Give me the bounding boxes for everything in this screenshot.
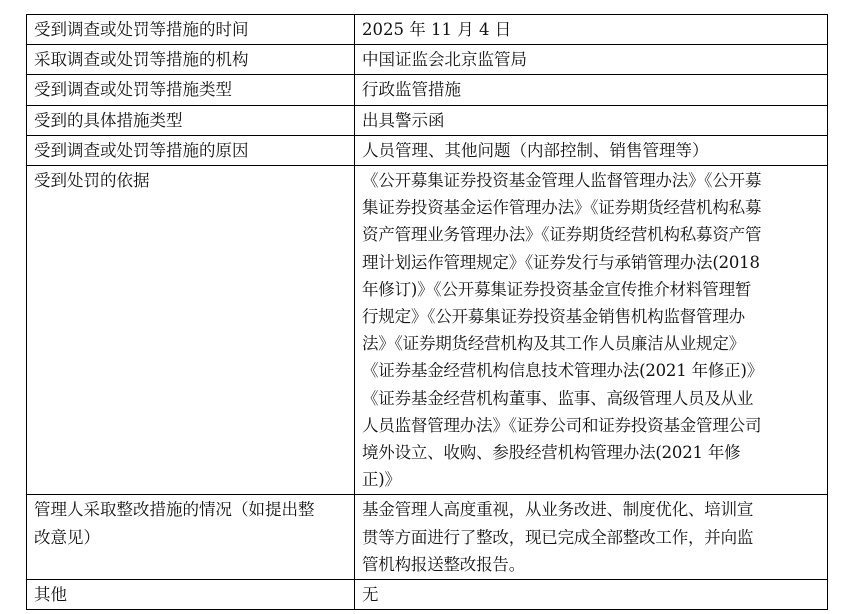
row-label <box>27 495 355 580</box>
table-row-measure-category <box>27 75 828 105</box>
row-value <box>355 75 828 105</box>
row-label-text: 受到调查或处罚等措施类型 <box>34 80 232 100</box>
table-row-penalty-basis <box>27 166 828 495</box>
row-value-line: 行规定》《公开募集证券投资基金销售机构监督管理办 <box>362 307 745 327</box>
row-value <box>355 105 828 135</box>
row-label-text: 受到的具体措施类型 <box>34 110 183 130</box>
row-label <box>27 75 355 105</box>
row-value-line: 《公开募集证券投资基金管理人监督管理办法》《公开募 <box>362 171 762 191</box>
table-row-measure-time <box>27 15 828 45</box>
row-label-text: 受到处罚的依据 <box>34 171 150 191</box>
row-value <box>355 580 828 610</box>
row-label-text: 采取调查或处罚等措施的机构 <box>34 50 249 70</box>
row-value <box>355 45 828 75</box>
row-label <box>27 105 355 135</box>
row-value-line: 基金管理人高度重视，从业务改进、制度优化、培训宣 <box>362 500 754 520</box>
row-value-text: 无 <box>362 585 379 605</box>
row-label-text: 其他 <box>34 585 67 605</box>
row-value-line: 法》《证券期货经营机构及其工作人员廉洁从业规定》 <box>362 334 745 354</box>
row-label-text: 受到调查或处罚等措施的原因 <box>34 140 249 160</box>
row-value <box>355 166 828 495</box>
table-row-measure-reason <box>27 135 828 165</box>
row-value-text: 2025 年 11 月 4 日 <box>362 20 512 39</box>
row-value-text: 人员管理、其他问题（内部控制、销售管理等） <box>362 140 709 160</box>
row-label <box>27 45 355 75</box>
row-value-line: 理计划运作管理规定》《证券发行与承销管理办法(2018 <box>362 252 760 272</box>
row-label-line: 管理人采取整改措施的情况（如提出整 <box>34 500 315 520</box>
row-value-line: 境外设立、收购、参股经营机构管理办法(2021 年修 <box>362 443 741 463</box>
row-label <box>27 15 355 45</box>
row-value-line: 管机构报送整改报告。 <box>362 554 526 574</box>
row-value <box>355 135 828 165</box>
row-label <box>27 166 355 495</box>
row-value-line: 贯等方面进行了整改，现已完成全部整改工作，并向监 <box>362 527 754 547</box>
row-value-line: 人员监督管理办法》《证券公司和证券投资基金管理公司 <box>362 415 762 435</box>
row-value-text: 行政监管措施 <box>362 80 461 100</box>
row-value-line: 正)》 <box>362 470 401 490</box>
row-label <box>27 580 355 610</box>
row-value <box>355 495 828 580</box>
table-row-other <box>27 580 828 610</box>
row-value-line: 资产管理业务管理办法》《证券期货经营机构私募资产管 <box>362 225 762 245</box>
row-value-line: 年修订)》《公开募集证券投资基金宣传推介材料管理暂 <box>362 279 752 299</box>
table-row-specific-measure <box>27 105 828 135</box>
row-value-line: 《证券基金经营机构信息技术管理办法(2021 年修正)》 <box>362 361 764 381</box>
row-value-line: 集证券投资基金运作管理办法》《证券期货经营机构私募 <box>362 198 762 218</box>
row-value <box>355 15 828 45</box>
table-row-rectification <box>27 495 828 580</box>
row-label-text: 受到调查或处罚等措施的时间 <box>34 20 249 39</box>
row-label <box>27 135 355 165</box>
penalty-info-table <box>26 14 828 610</box>
row-value-text: 中国证监会北京监管局 <box>362 50 527 70</box>
row-value-line: 《证券基金经营机构董事、监事、高级管理人员及从业 <box>362 388 754 408</box>
row-value-text: 出具警示函 <box>362 110 445 130</box>
table-row-measure-authority <box>27 45 828 75</box>
row-label-line: 改意见） <box>34 527 100 547</box>
